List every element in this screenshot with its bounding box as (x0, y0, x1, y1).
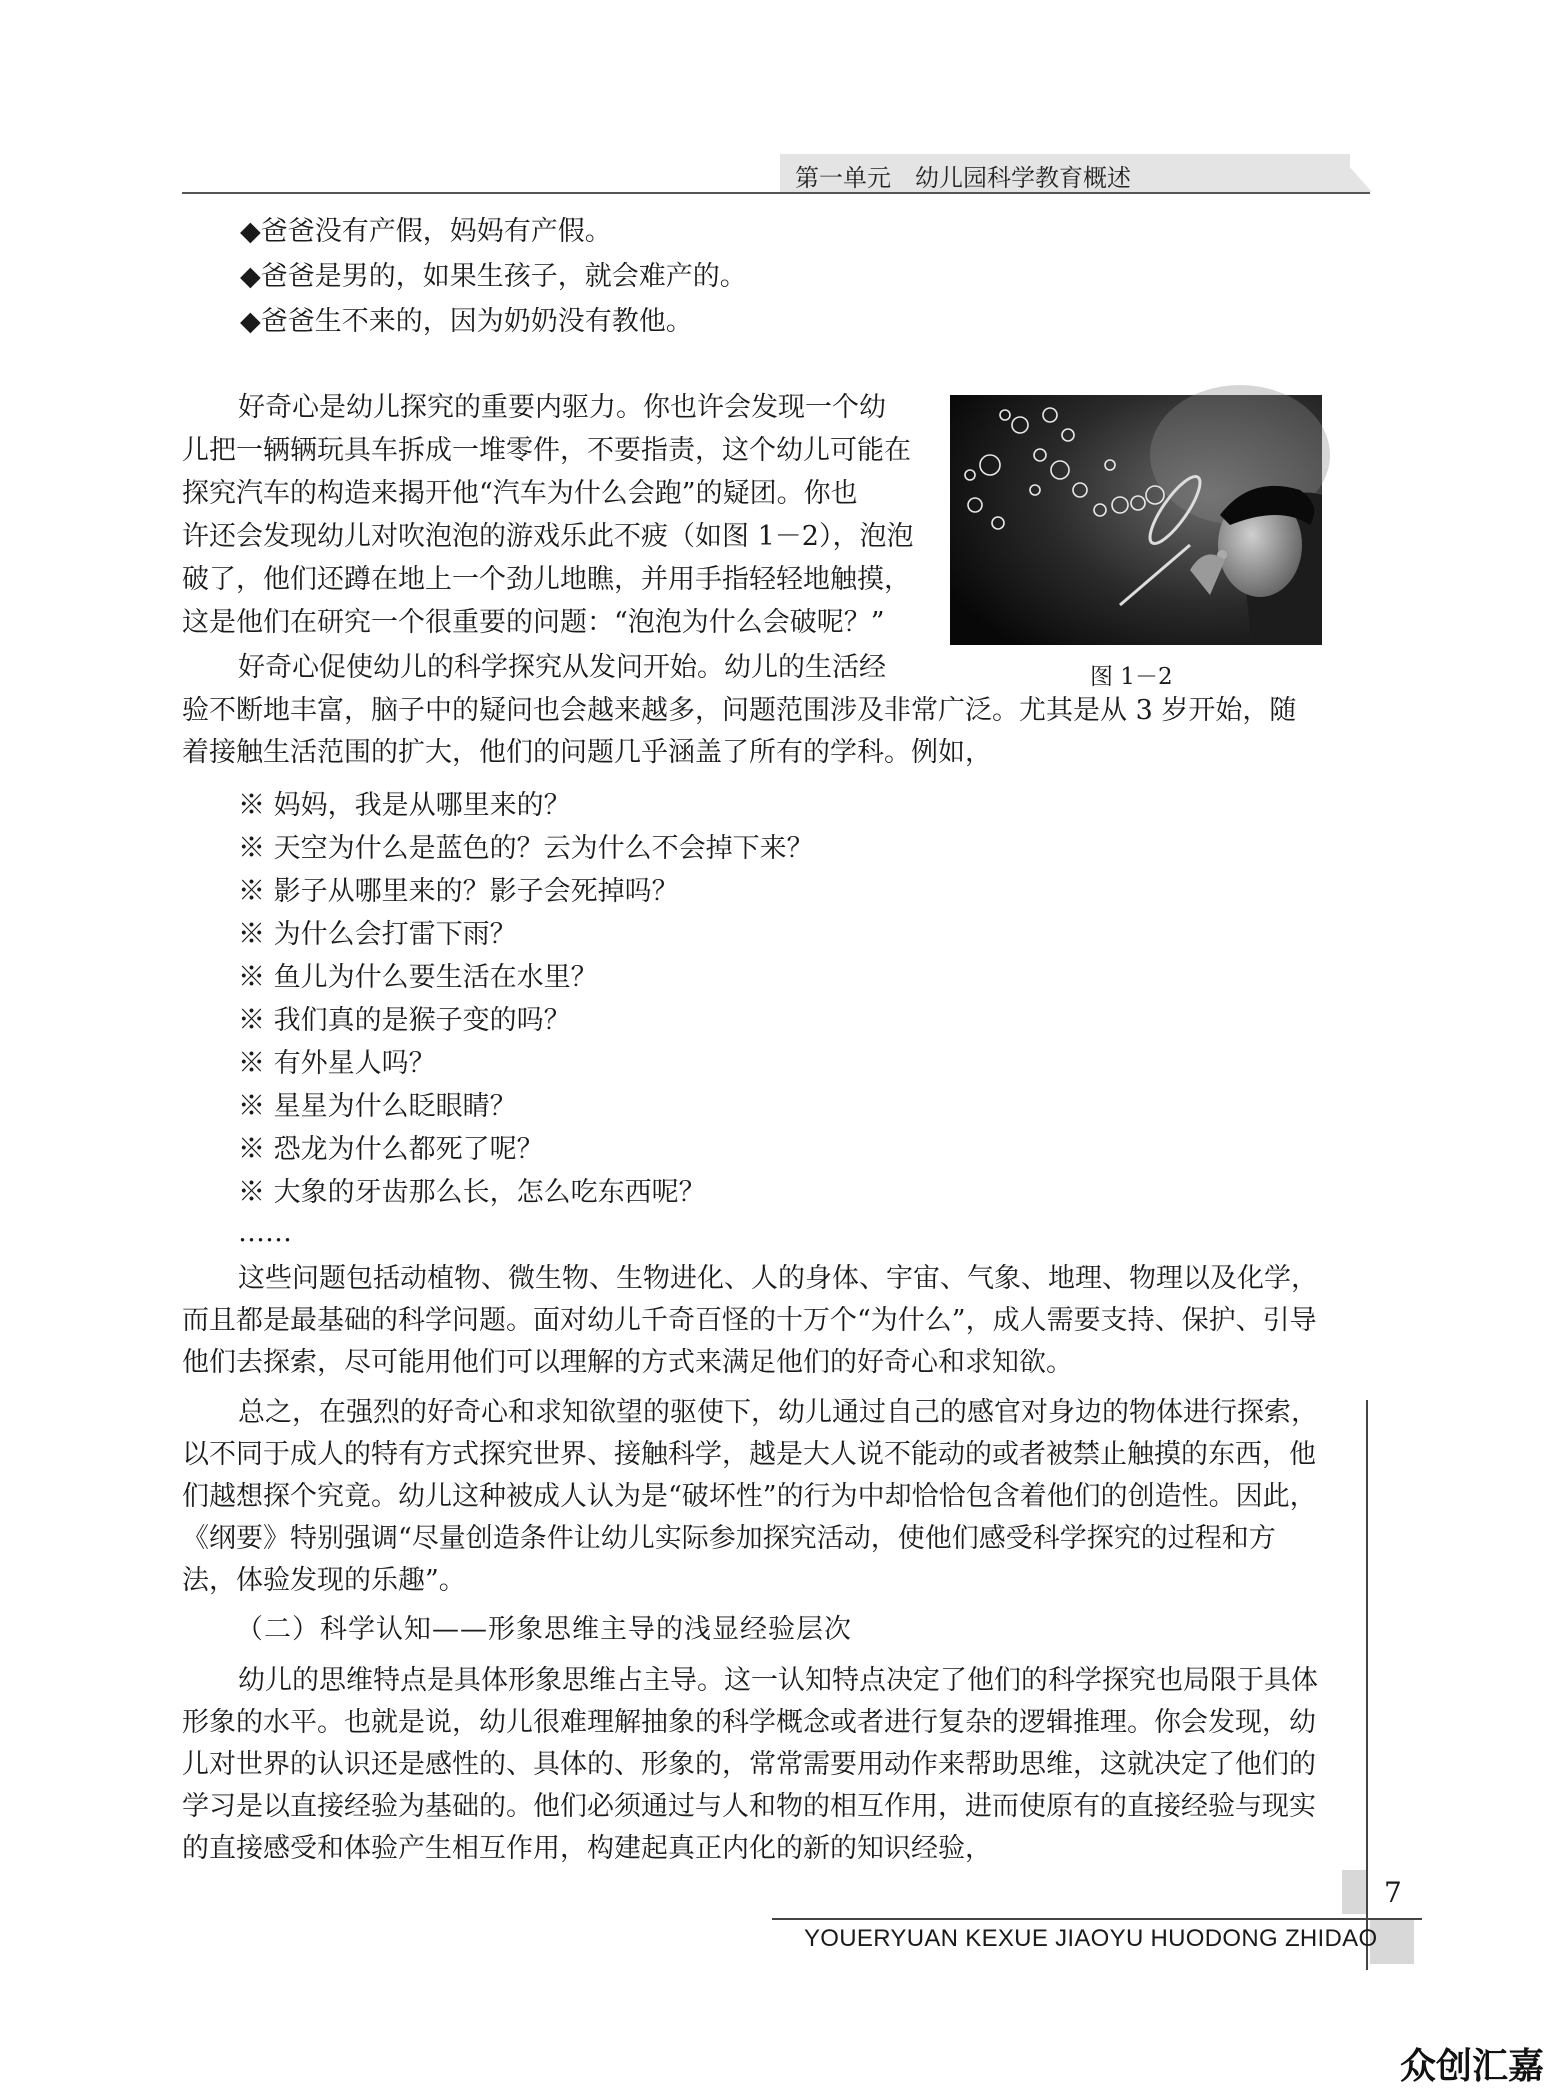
para5: 幼儿的思维特点是具体形象思维占主导。这一认知特点决定了他们的科学探究也局限于具体形象的水平。也就是说，幼儿很难理解抽象的科学概念或者进行复杂的逻辑推理。你会发现，幼儿对世界的认识还是感性的、具体的、形象的，常常需要用动作来帮助思维，这就决定了他们的学习是以直接经验为基础的。他们必须通过与人和物的相互作用，进而使原有的直接经验与现实的直接感受和体验产生相互作用，构建起真正内化的新的知识经验， (182, 1665, 1318, 1864)
page-number: 7 (1384, 1876, 1402, 1909)
page-number-block (1342, 1870, 1366, 1914)
section-heading: （二）科学认知——形象思维主导的浅显经验层次 (236, 1614, 852, 1645)
para1-line-2: 儿把一辆辆玩具车拆成一堆零件，不要指责，这个幼儿可能在 (182, 435, 911, 466)
question-3: ※ 影子从哪里来的？影子会死掉吗？ (238, 876, 679, 907)
para1-line-1: 好奇心是幼儿探究的重要内驱力。你也许会发现一个幼 (238, 392, 886, 423)
footer-rule (772, 1918, 1422, 1920)
para1-line-4: 许还会发现幼儿对吹泡泡的游戏乐此不疲（如图 1－2），泡泡 (182, 521, 914, 552)
ellipsis: …… (238, 1217, 292, 1248)
running-header: 第一单元 幼儿园科学教育概述 (795, 164, 1131, 192)
figure-photo-bubbles (950, 395, 1322, 645)
para4: 总之，在强烈的好奇心和求知欲望的驱使下，幼儿通过自己的感官对身边的物体进行探索，以不同于成人的特有方式探究世界、接触科学，越是大人说不能动的或者被禁止触摸的东西，他们越想探个究竟。幼儿这种被成人认为是“破坏性”的行为中却恰恰包含着他们的创造性。因此，《纲要》特别强调“尽量创造条件让幼儿实际参加探究活动，使他们感受科学探究的过程和方法，体验发现的乐趣”。 (182, 1397, 1318, 1596)
para2-line-1: 好奇心促使幼儿的科学探究从发问开始。幼儿的生活经 (238, 652, 886, 683)
question-6: ※ 我们真的是猴子变的吗？ (238, 1005, 571, 1036)
answer-line-1: ◆爸爸没有产假，妈妈有产假。 (240, 216, 612, 247)
para1-line-5: 破了，他们还蹲在地上一个劲儿地瞧，并用手指轻轻地触摸， (182, 564, 911, 595)
question-10: ※ 大象的牙齿那么长，怎么吃东西呢？ (238, 1177, 706, 1208)
question-5: ※ 鱼儿为什么要生活在水里？ (238, 962, 598, 993)
series-title: YOUERYUAN KEXUE JIAOYU HUODONG ZHIDAO (804, 1925, 1378, 1952)
watermark: 众创汇嘉 (1400, 2046, 1544, 2087)
question-2: ※ 天空为什么是蓝色的？云为什么不会掉下来？ (238, 833, 814, 864)
question-8: ※ 星星为什么眨眼睛？ (238, 1091, 517, 1122)
question-7: ※ 有外星人吗？ (238, 1048, 436, 1079)
question-1: ※ 妈妈，我是从哪里来的？ (238, 790, 571, 821)
answer-line-3: ◆爸爸生不来的，因为奶奶没有教他。 (240, 306, 693, 337)
answer-line-2: ◆爸爸是男的，如果生孩子，就会难产的。 (240, 261, 747, 292)
figure-caption: 图 1－2 (1090, 664, 1173, 690)
header-tab-tip (1338, 154, 1372, 192)
para1-line-6: 这是他们在研究一个很重要的问题：“泡泡为什么会破呢？” (182, 607, 885, 638)
question-4: ※ 为什么会打雷下雨？ (238, 919, 517, 950)
margin-rule (1366, 1400, 1368, 1970)
para2-body: 验不断地丰富，脑子中的疑问也会越来越多，问题范围涉及非常广泛。尤其是从 3 岁开始，随着接触生活范围的扩大，他们的问题几乎涵盖了所有的学科。例如， (182, 695, 1297, 768)
question-9: ※ 恐龙为什么都死了呢？ (238, 1134, 544, 1165)
header-rule (182, 192, 1370, 194)
para1-line-3: 探究汽车的构造来揭开他“汽车为什么会跑”的疑团。你也 (182, 478, 858, 509)
para3: 这些问题包括动植物、微生物、生物进化、人的身体、宇宙、气象、地理、物理以及化学，而且都是最基础的科学问题。面对幼儿千奇百怪的十万个“为什么”，成人需要支持、保护、引导他们去探索，尽可能用他们可以理解的方式来满足他们的好奇心和求知欲。 (182, 1263, 1318, 1378)
